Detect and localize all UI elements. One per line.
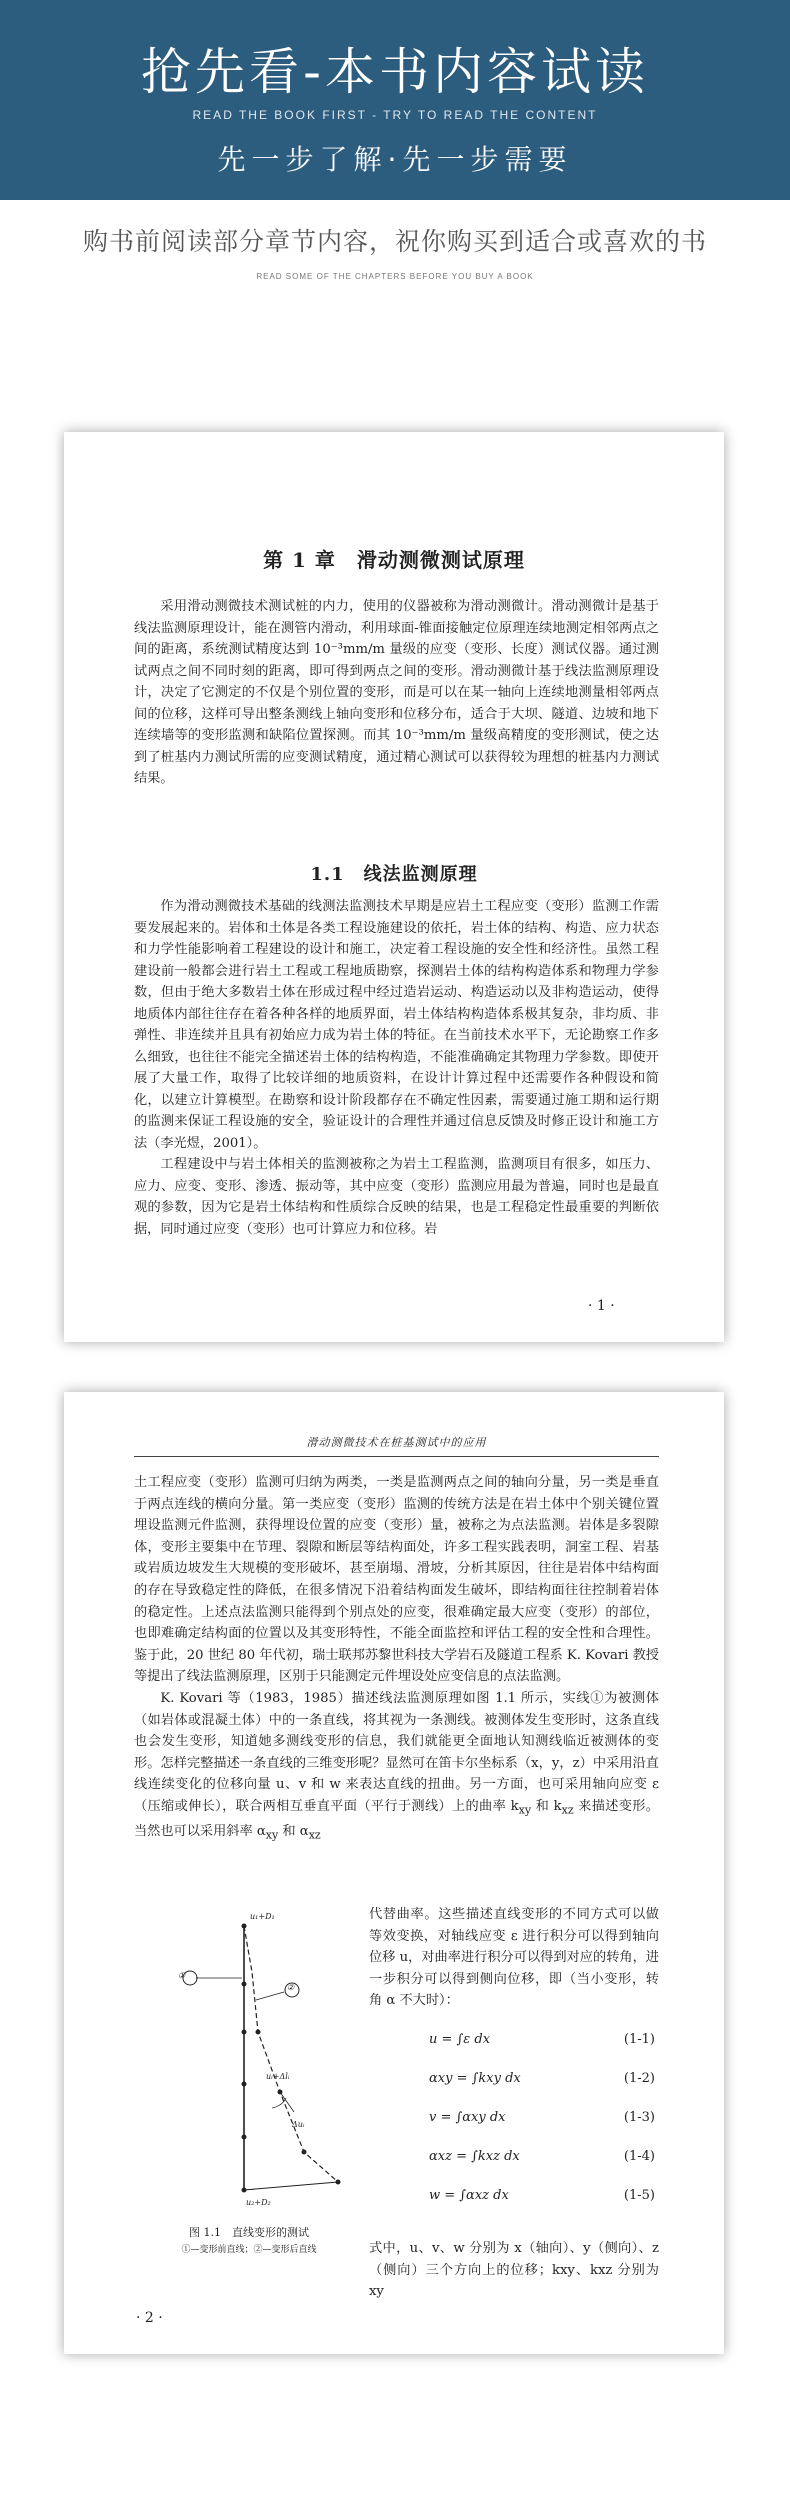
equation bbox=[369, 2102, 659, 2141]
equation-expression: αxy = ∫kxy dx bbox=[429, 2071, 521, 2086]
equation-number: (1-5) bbox=[623, 2188, 655, 2203]
equation-expression: αxz = ∫kxz dx bbox=[429, 2149, 520, 2164]
equation-expression: u = ∫ε dx bbox=[429, 2032, 491, 2047]
intro-text-en: READ SOME OF THE CHAPTERS BEFORE YOU BUY A BOOK bbox=[256, 272, 534, 281]
label-bottom: u₂+D₂ bbox=[246, 2198, 271, 2207]
chapter-title: 第 1 章 滑动测微测试原理 bbox=[263, 548, 525, 572]
running-head: 滑动测微技术在桩基测试中的应用 bbox=[134, 1434, 659, 1457]
paragraph-text: 和 α bbox=[278, 1824, 309, 1840]
marker-1: ① bbox=[178, 1971, 186, 1980]
equation-number: (1-2) bbox=[623, 2071, 655, 2086]
figure-subcaption: ①—变形前直线；②—变形后直线 bbox=[181, 2245, 317, 2255]
subscript: xy bbox=[518, 1803, 532, 1817]
equation bbox=[369, 2141, 659, 2180]
equation-number: (1-3) bbox=[623, 2110, 655, 2125]
header-banner bbox=[0, 0, 790, 200]
paragraph-text: K. Kovari 等（1983，1985）描述线法监测原理如图 1.1 所示，实线①为被测体（如岩体或混凝土体）中的一条直线，将其视为一条测线。被测体发生变形时，这条直线也会发生变形，知道她多测线变形的信息，我们就能更全面地认知测线临近被测体的变形。怎样完整描述一条直线的三维变形呢？显然可在笛卡尔坐标系（x，y，z）中采用沿直线连续变化的位移向量 u、v 和 w 来表达直线的扭曲。另一方面，也可采用轴向应变 ε（压缩或伸长），联合两相互垂直平面（平行于测线）上的曲率 k bbox=[134, 1690, 659, 1814]
equation-number: (1-4) bbox=[623, 2149, 655, 2164]
page2-body-text bbox=[134, 1472, 659, 1846]
line-after bbox=[244, 1926, 338, 2182]
marker-2: ② bbox=[287, 1983, 295, 1992]
paragraph-text: 来描述变形。当然也可以采用斜率 α bbox=[134, 1798, 659, 1840]
paragraph: 采用滑动测微技术测试桩的内力，使用的仪器被称为滑动测微计。滑动测微计是基于线法监测原理设计，能在测管内滑动，利用球面-锥面接触定位原理连续地测定相邻两点之间的距离，系统测试精度达到 10⁻³mm/m 量级的应变（变形、长度）测试仪器。通过测试两点之间不同时刻的距离，即可得到两点之间的变形。滑动测微计基于线法监测原理设计，决定了它测定的不仅是个别位置的变形，而是可以在某一轴向上连续地测量相邻两点间的位移，这样可导出整条测线上轴向变形和位移分布，适合于大坝、隧道、边坡和地下连续墙等的变形监测和缺陷位置探测。而其 10⁻³mm/m 量级高精度的变形测试，使之达到了桩基内力测试所需的应变测试精度，通过精心测试可以获得较为理想的桩基内力测试结果。 bbox=[134, 599, 659, 786]
subscript: xy bbox=[265, 1828, 279, 1842]
intro-text-cn: 购书前阅读部分章节内容，祝你购买到适合或喜欢的书 bbox=[82, 227, 707, 256]
section-body-text bbox=[134, 896, 659, 1240]
equation-block bbox=[369, 2024, 659, 2219]
bottom-text: 式中，u、v、w 分别为 x（轴向）、y（侧向）、z（侧向）三个方向上的位移；kxy、kxz 分别为 xy bbox=[369, 2241, 659, 2300]
paragraph: 土工程应变（变形）监测可归纳为两类，一类是监测两点之间的轴向分量，另一类是垂直于两点连线的横向分量。第一类应变（变形）监测的传统方法是在岩土体中个别关键位置埋设监测元件监测，获得埋设位置的应变（变形）量，被称之为点法监测。岩体是多裂隙体，变形主要集中在节理、裂隙和断层等结构面处，许多工程实践表明，洞室工程、岩基或岩质边坡发生大规模的变形破坏，甚至崩塌、滑坡，分析其原因，往往是岩体中结构面的存在导致稳定性的降低，在很多情况下沿着结构面发生破坏，即结构面往往控制着岩体的稳定性。上述点法监测只能得到个别点处的应变，很难确定最大应变（变形）的部位，也即难确定结构面的位置以及其变形特性，不能全面监控和评估工程的安全性和合理性。鉴于此，20 世纪 80 年代初，瑞士联邦苏黎世科技大学岩石及隧道工程系 K. Kovari 教授等提出了线法监测原理，区别于只能测定元件埋设处应变信息的点法监测。 bbox=[134, 1475, 659, 1685]
label-delta: Δuᵢ bbox=[292, 2120, 305, 2129]
paragraph: 作为滑动测微技术基础的线测法监测技术早期是应岩土工程应变（变形）监测工作需要发展起来的。岩体和土体是各类工程设施建设的依托，岩土体的结构、构造、应力状态和力学性能影响着工程建设的设计和施工，决定着工程设施的安全性和经济性。虽然工程建设前一般都会进行岩土工程或工程地质勘察，探测岩土体的结构构造体系和物理力学参数，但由于绝大多数岩土体在形成过程中经过造岩运动、构造运动以及非构造运动，使得地质体内部往往存在着各种各样的地质界面，岩土体结构构造体系极其复杂，非均质、非弹性、非连续并且具有初始应力成为岩土体的特征。在当前技术水平下，无论勘察工作多么细致，也往往不能完全描述岩土体的结构构造，不能准确确定其物理力学参数。即使开展了大量工作，取得了比较详细的地质资料，在设计计算过程中还需要作各种假设和简化，以建立计算模型。在勘察和设计阶段都存在不确定性因素，需要通过施工期和运行期的监测来保证工程设施的安全，验证设计的合理性并通过信息反馈及时修正设计和施工方法（李光煜，2001）。 bbox=[134, 899, 659, 1151]
subscript: xz bbox=[308, 1828, 321, 1842]
label-mid: uᵢ+Δlᵢ bbox=[266, 2072, 290, 2081]
paragraph bbox=[134, 1688, 659, 1846]
page-number: · 1 · bbox=[588, 1298, 615, 1314]
figure-line-deformation bbox=[134, 1912, 354, 2222]
right-column-text: 代替曲率。这些描述直线变形的不同方式可以做等效变换，对轴线应变 ε 进行积分可以得到轴向位移 u，对曲率进行积分可以得到对应的转角，进一步积分可以得到侧向位移，即（当小变形，转角 α 不大时）： bbox=[369, 1907, 659, 2009]
label-top: u₁+D₁ bbox=[250, 1912, 275, 1921]
figure-caption: 图 1.1 直线变形的测试 bbox=[189, 2226, 309, 2239]
paragraph: 工程建设中与岩土体相关的监测被称之为岩土工程监测，监测项目有很多，如压力、应力、应变、变形、渗透、振动等，其中应变（变形）监测应用最为普遍，同时也是最直观的参数，因为它是岩土体结构和性质综合反映的结果，也是工程稳定性最重要的判断依据，同时通过应变（变形）也可计算应力和位移。岩 bbox=[134, 1157, 659, 1237]
equation bbox=[369, 2180, 659, 2219]
section-title: 1.1 线法监测原理 bbox=[310, 864, 478, 885]
book-page-2 bbox=[64, 1392, 724, 2354]
page-number: · 2 · bbox=[136, 2310, 163, 2326]
chapter-intro-text bbox=[134, 596, 659, 790]
book-page-1 bbox=[64, 432, 724, 1342]
banner-subtitle-cn: 先一步了解·先一步需要 bbox=[217, 143, 573, 176]
equation-number: (1-1) bbox=[623, 2032, 655, 2047]
equation-expression: w = ∫αxz dx bbox=[429, 2188, 509, 2203]
equation-expression: v = ∫αxy dx bbox=[429, 2110, 506, 2125]
equation bbox=[369, 2024, 659, 2063]
deformation-diagram bbox=[134, 1912, 354, 2222]
equation bbox=[369, 2063, 659, 2102]
subscript: xz bbox=[561, 1803, 574, 1817]
banner-title: 抢先看-本书内容试读 bbox=[140, 43, 650, 101]
banner-subtitle-en: READ THE BOOK FIRST - TRY TO READ THE CONTENT bbox=[192, 108, 598, 122]
paragraph-text: 和 k bbox=[531, 1798, 562, 1814]
